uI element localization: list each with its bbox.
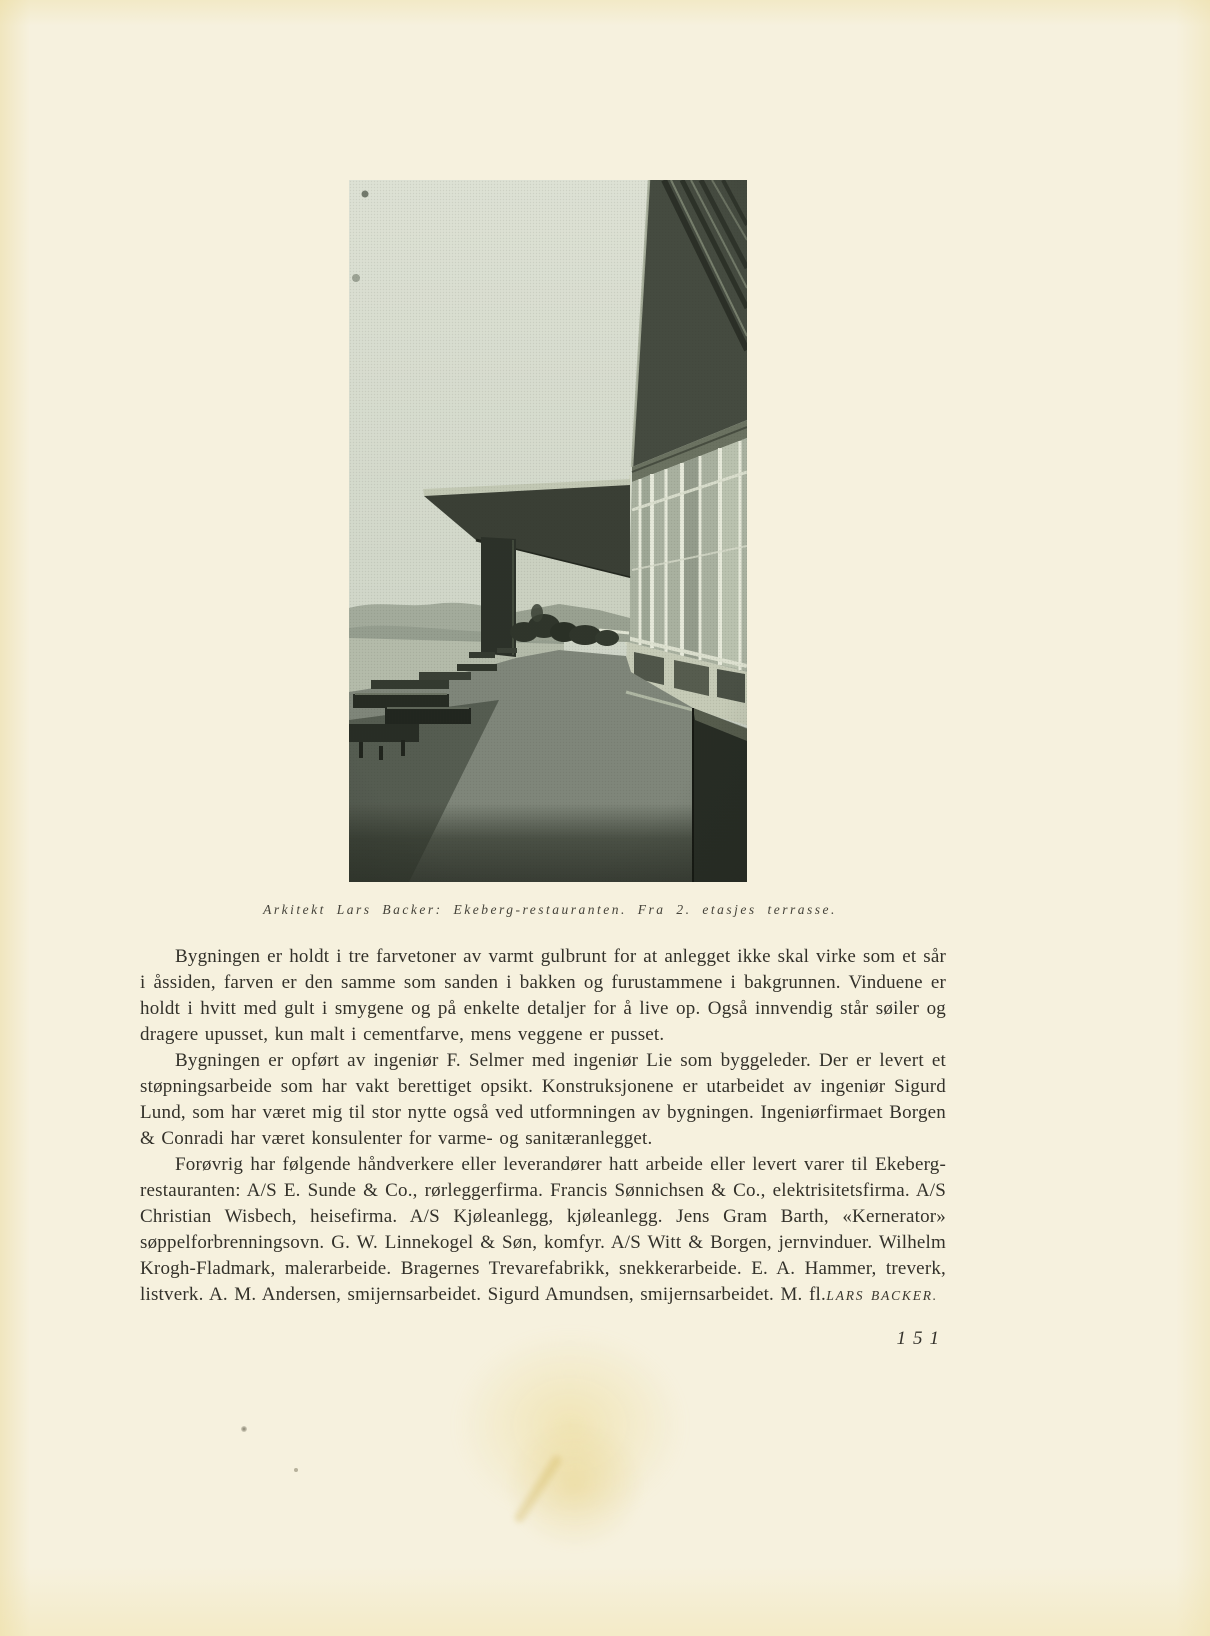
author-signature: LARS BACKER. xyxy=(826,1288,938,1303)
figure-caption: Arkitekt Lars Backer: Ekeberg-restauranten. Fra 2. etasjes terrasse. xyxy=(263,902,837,917)
paragraph-1: Bygningen er holdt i tre farvetoner av varmt gulbrunt for at anlegget ikke skal virke som et sår i åssiden, farven er den samme som sanden i bakken og furustammene i bakgrunnen. Vinduene er holdt i hvitt med gult i smygene og på enkelte detaljer for å live op. Også innvendig står søiler og dragere upusset, kun malt i cementfarve, mens veggene er pusset. xyxy=(140,946,946,1045)
paper-stain xyxy=(0,0,30,1636)
paper-stain xyxy=(505,1420,645,1550)
terrace-photo xyxy=(349,180,747,882)
scan-speck xyxy=(241,1426,247,1432)
page-number: 151 xyxy=(896,1328,946,1349)
scan-speck xyxy=(294,1468,298,1472)
paragraph-3: Forøvrig har følgende håndverkere eller leverandører hatt arbeide eller levert varer til Ekeberg-restauranten: A/S E. Sunde & Co., rørleggerfirma. Francis Sønnichsen & Co., elektrisitetsfirma. A/S Christian Wisbech, heisefirma. A/S Kjøleanlegg, kjøleanlegg. Jens Gram Barth, «Kernerator» søppelforbrenningsovn. G. W. Linnekogel & Søn, komfyr. A/S Witt & Borgen, jernvinduer. Wilhelm Krogh-Fladmark, malerarbeide. Bragernes Trevarefabrikk, snekkerarbeide. E. A. Hammer, treverk, listverk. A. M. Andersen, smijernsarbeidet. Sigurd Amundsen, smijernsarbeidet. M. fl. xyxy=(140,1154,946,1305)
terrace-photo-graphic xyxy=(349,180,747,882)
paper-stain xyxy=(455,1330,685,1520)
paper-stain xyxy=(1176,0,1210,1636)
article-text xyxy=(140,944,946,1309)
paragraph-2: Bygningen er opført av ingeniør F. Selmer med ingeniør Lie som byggeleder. Der er levert et støpningsarbeide som har vakt berettiget opsikt. Konstruksjonene er utarbeidet av ingeniør Sigurd Lund, som har været mig til stor nytte også ved utformningen av bygningen. Ingeniørfirmaet Borgen & Conradi har været konsulenter for varme- og sanitæranlegget. xyxy=(140,1050,946,1149)
paper-stain xyxy=(513,1454,564,1525)
paper-stain xyxy=(0,0,1210,26)
paper-stain xyxy=(0,1566,1210,1636)
